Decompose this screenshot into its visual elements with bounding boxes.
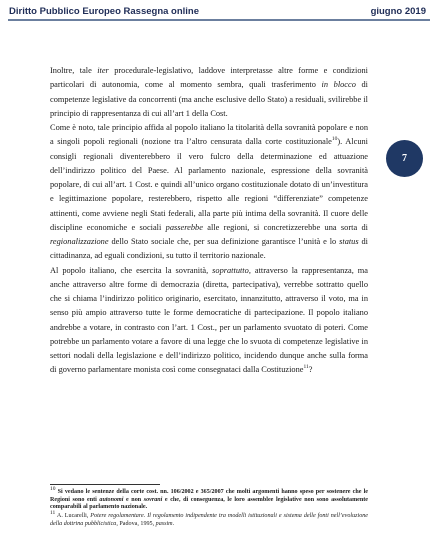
text-run: procedurale-legislativo, laddove interpretasse altre forme e condizioni particolari di autonomia, come al momento sembra, quali trasferimento <box>50 66 368 90</box>
text-run: Inoltre, tale <box>50 66 98 75</box>
page-header <box>0 0 445 20</box>
italic-text: Potere regolamentare. Il regolamento indipendente tra modelli istituzionali e sistema delle fonti nell’evoluzione della dottrina pubblicistica <box>50 513 368 527</box>
text-run: di cittadinanza, ad eguali condizioni, su tutto il territorio nazionale. <box>50 237 368 261</box>
italic-text: regionalizzazione <box>50 237 109 246</box>
text-run: di competenze legislative da concorrenti (ma anche esclusive dello Stato) a residuali, svilirebbe il principio di rappresentanza di cui all’art 1 della Cost. <box>50 80 368 118</box>
italic-text: iter <box>97 66 109 75</box>
italic-text: passim <box>155 520 173 527</box>
italic-text: in blocco <box>321 80 356 90</box>
italic-text: autonomi <box>99 496 124 503</box>
footnote-number: 11 <box>50 510 56 517</box>
text-run: dello Stato sociale che, per sua definizione garantisce l’unità e lo <box>108 237 340 246</box>
journal-title: Diritto Pubblico Europeo Rassegna online <box>9 6 200 17</box>
page-number-badge: 7 <box>386 140 423 177</box>
italic-text: sovrani <box>143 496 163 503</box>
italic-text: passerebbe <box>165 222 203 232</box>
text-run: , attraverso la rappresentanza, ma anche attraverso altre forme di democrazia (diretta, partecipativa), verrebbe sottratto quello che si chiama l’indirizzo politico originario, esercitato, innanzitutto, attraverso il voto, ma in senso più ampio attraverso tutte le forme democratiche di partecipazione. Il popolo italiano andrebbe a votare, in contrasto con l’art. 1 Cost., per un parlamento svuotato di poteri. Come potrebbe un parlamento votare a favore di una legge che lo svuota di competenze legislative in settori nodali della legislazione e dell’indirizzo politico, incidendo dunque anche sulla forma di governo parlamentare monista così come consegnataci dalla Costituzione <box>50 265 369 375</box>
footnote <box>50 486 369 512</box>
text-run: , Padova, 1995, <box>116 520 156 527</box>
text-run: Al popolo italiano, che esercita la sovranità, <box>50 265 213 275</box>
text-run: e non <box>123 496 144 503</box>
text-run: Si vedano le sentenze della corte cost. nn. 106/2002 e 365/2007 che molti argomenti hanno speso per sostenere che le Regioni sono enti <box>50 489 368 503</box>
header-divider <box>8 19 430 21</box>
paragraph <box>50 64 368 121</box>
issue-date: giugno 2019 <box>370 6 426 17</box>
text-run: ? <box>308 365 313 375</box>
italic-text: soprattutto <box>212 265 249 275</box>
footnotes <box>50 486 369 530</box>
body-text <box>50 64 368 378</box>
footnote-ref[interactable]: 10 <box>331 136 338 143</box>
footnote-number: 10 <box>50 486 56 492</box>
text-run: e che, di conseguenza, le loro assemblee legislative non sono assolutamente comparabili al parlamento nazionale. <box>50 496 369 511</box>
text-run: ). Alcuni consigli regionali diventerebbero il vero fulcro della determinazione ed attuazione dell’indirizzo politico del Paese. Al parlamento nazionale, espressione della sovranità popolare, di cui all’art. 1 Cost. e quindi all’unico organo costituzionale dotato di un’investitura e legittimazione popolare, resterebbero, rispetto alle regioni “differenziate” competenze attinenti, come avviene negli Stati federali, alla parte più intima della sovranità. Il cuore delle discipline economiche e sociali <box>50 137 368 232</box>
footnote-ref[interactable]: 11 <box>303 364 309 371</box>
paragraph <box>50 121 368 264</box>
footnote-divider <box>50 484 160 485</box>
text-run: A. Lucarelli, <box>55 513 91 520</box>
text-run: Come è noto, tale principio affida al popolo italiano la titolarità della sovranità popolare e non a singoli popoli regionali (nozione tra l’altro censurata dalla corte costituzionale <box>50 123 368 147</box>
italic-text: status <box>339 237 359 246</box>
text-run: . <box>172 520 175 527</box>
paragraph <box>50 264 368 378</box>
footnote <box>50 510 368 528</box>
text-run: alle regioni, si concretizzerebbe una sorta di <box>202 222 368 232</box>
